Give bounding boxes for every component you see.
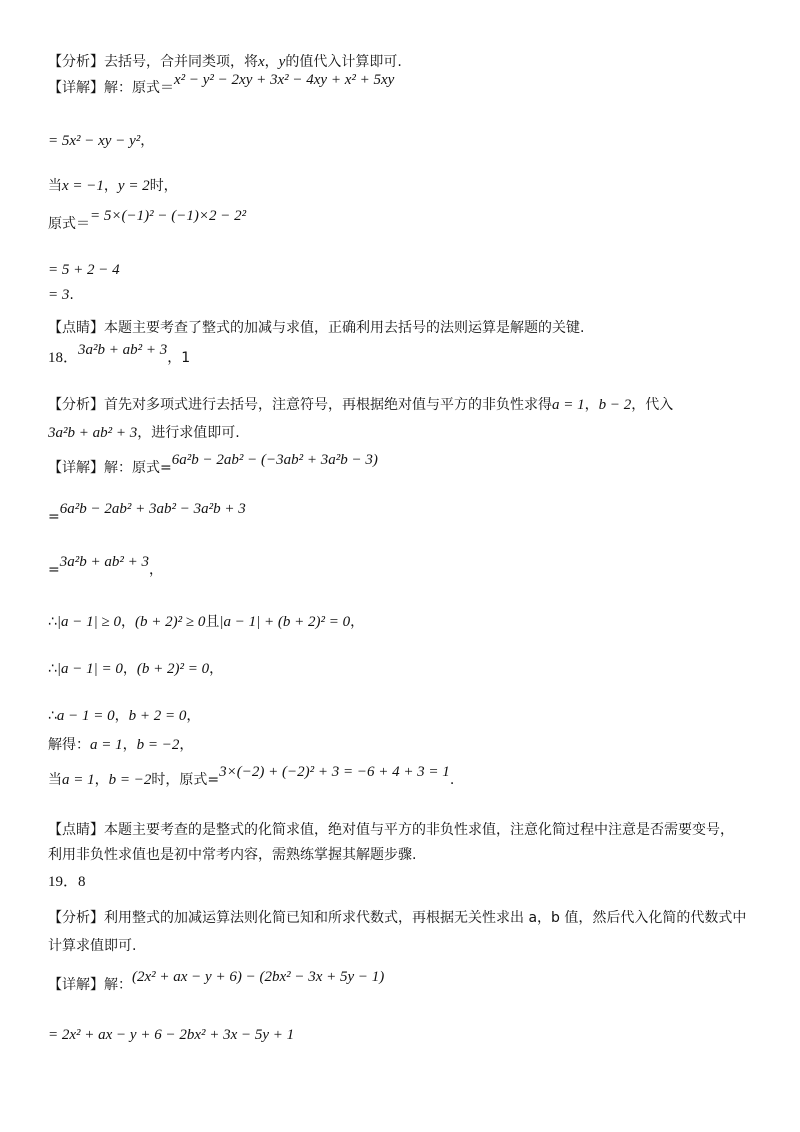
text-run: ， [179, 737, 194, 753]
text-run: ∴ [48, 708, 57, 724]
text-run: . [449, 772, 455, 788]
math-expression: b = −2 [136, 737, 180, 753]
text-run: ，1 [167, 350, 191, 366]
text-run: 时，原式= [151, 772, 220, 788]
text-run: 解得： [48, 737, 90, 753]
text-line [48, 52, 402, 72]
text-run: ， [122, 661, 137, 677]
text-line [48, 423, 240, 443]
math-expression: a = 1 [90, 737, 123, 753]
text-line [48, 452, 378, 478]
text-line [48, 131, 154, 151]
text-run: ， [103, 178, 118, 194]
text-run: ，进行求值即可. [137, 425, 240, 441]
text-run: ， [114, 708, 129, 724]
text-line [48, 612, 364, 632]
text-run: ， [209, 661, 224, 677]
math-expression: = 2x² + ax − y + 6 − 2bx² + 3x − 5y + 1 [48, 1027, 295, 1043]
math-expression: = 5 + 2 − 4 [48, 262, 120, 278]
math-expression: (b + 2)² ≥ 0 [135, 614, 206, 630]
text-run: 利用非负性求值也是初中常考内容，需熟练掌握其解题步骤. [48, 847, 417, 863]
math-expression: a − 1 = 0 [56, 708, 115, 724]
text-line [48, 1025, 294, 1045]
math-expression: = 3 [48, 287, 70, 303]
text-line [48, 395, 673, 415]
text-line [48, 659, 223, 679]
text-run: 计算求值即可. [48, 938, 137, 954]
text-line [48, 969, 385, 995]
text-run: 当 [48, 772, 62, 788]
math-expression: = 5×(−1)² − (−1)×2 − 2² [90, 208, 247, 224]
math-expression: b − 2 [598, 397, 632, 413]
math-expression: |a − 1| ≥ 0 [56, 614, 122, 630]
text-line [48, 845, 416, 865]
text-run: 【详解】解： [48, 977, 132, 993]
math-expression: 3×(−2) + (−2)² + 3 = −6 + 4 + 3 = 1 [219, 764, 450, 780]
math-expression: a = 1 [552, 397, 585, 413]
text-run: 的值代入计算即可. [285, 54, 402, 70]
text-run: 【分析】利用整式的加减运算法则化简已知和所求代数式，再根据无关性求出 a，b 值，然后代入化简的代数式中 [48, 910, 747, 926]
math-expression: b + 2 = 0 [128, 708, 187, 724]
math-expression: (2x² + ax − y + 6) − (2bx² − 3x + 5y − 1) [132, 969, 385, 985]
math-expression: |a − 1| = 0 [56, 661, 123, 677]
text-line [48, 735, 193, 755]
text-line [48, 342, 191, 368]
text-line [48, 285, 74, 305]
math-expression: x² − y² − 2xy + 3x² − 4xy + x² + 5xy [174, 72, 395, 88]
math-expression: b = −2 [108, 772, 152, 788]
text-run: ， [584, 397, 599, 413]
text-run: ， [121, 614, 136, 630]
math-expression: 6a²b − 2ab² − (−3ab² + 3a²b − 3) [171, 452, 378, 468]
math-expression: (b + 2)² = 0 [136, 661, 210, 677]
math-expression: y = 2 [117, 178, 150, 194]
text-run: ， [350, 614, 365, 630]
text-line [48, 72, 395, 98]
text-line [48, 208, 247, 234]
text-run: 【详解】解：原式＝ [48, 80, 174, 96]
text-run: ， [186, 708, 201, 724]
math-expression: x = −1 [62, 178, 104, 194]
text-line [48, 260, 120, 280]
text-line [48, 706, 200, 726]
text-line [48, 872, 86, 892]
text-run: 【详解】解：原式= [48, 460, 172, 476]
math-expression: x [258, 54, 265, 70]
math-expression: a = 1 [62, 772, 95, 788]
text-run: ，代入 [631, 397, 674, 413]
math-expression: = 5x² − xy − y² [48, 133, 141, 149]
math-expression: |a − 1| + (b + 2)² = 0 [219, 614, 351, 630]
text-line [48, 936, 136, 956]
text-run: ∴ [48, 661, 57, 677]
math-expression: 3a²b + ab² + 3 [48, 425, 138, 441]
text-line [48, 554, 163, 580]
math-expression: 3a²b + ab² + 3 [59, 554, 149, 570]
math-expression: 3a²b + ab² + 3 [78, 342, 168, 358]
text-run: 当 [48, 178, 62, 194]
question-number: 18． [48, 350, 79, 366]
text-run: ， [122, 737, 137, 753]
text-line [48, 176, 178, 196]
text-line [48, 501, 246, 527]
question-number: 19．8 [48, 874, 86, 890]
text-run: 【分析】去括号，合并同类项，将 [48, 54, 258, 70]
text-run: ， [140, 133, 155, 149]
text-line [48, 764, 455, 790]
text-run: ， [148, 562, 163, 578]
math-expression: y [278, 54, 286, 70]
math-expression: 6a²b − 2ab² + 3ab² − 3a²b + 3 [59, 501, 246, 517]
text-run: 且 [205, 614, 220, 630]
text-run: . [69, 287, 74, 303]
text-run: 原式＝ [48, 216, 90, 232]
text-line [48, 820, 734, 840]
text-run: 【分析】首先对多项式进行去括号，注意符号，再根据绝对值与平方的非负性求得 [48, 397, 552, 413]
text-run: = [48, 562, 60, 578]
text-run: ， [264, 54, 279, 70]
text-run: 时， [149, 178, 178, 194]
text-line [48, 908, 746, 928]
text-run: 【点睛】本题主要考查的是整式的化简求值，绝对值与平方的非负性求值，注意化简过程中注意是否需要变号， [48, 822, 734, 838]
text-line [48, 318, 584, 338]
text-run: ， [94, 772, 109, 788]
text-run: ∴ [48, 614, 57, 630]
text-run: 【点睛】本题主要考查了整式的加减与求值，正确利用去括号的法则运算是解题的关键. [48, 320, 585, 336]
text-run: = [48, 509, 60, 525]
